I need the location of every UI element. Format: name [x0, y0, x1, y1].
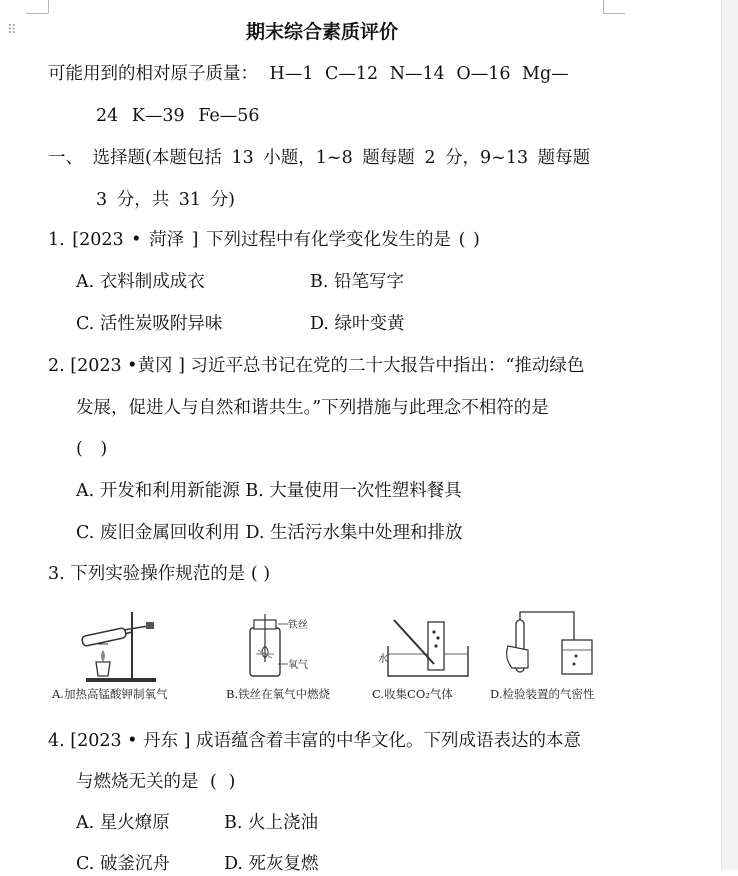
- section-heading: 一、 选择题(本题包括 13 小题，1~8 题每题 2 分，9~13 题每题: [48, 148, 591, 168]
- question-1-option-a: A. 衣料制成成衣: [76, 272, 205, 292]
- water-label: 水: [378, 654, 388, 665]
- question-4-stem: 4. [2023 • 丹东 ] 成语蕴含着丰富的中华文化。下列成语表达的本意: [48, 731, 582, 751]
- figure-d: [490, 606, 608, 701]
- figure-b-caption: B.铁丝在氧气中燃烧: [226, 687, 331, 701]
- crop-mark: [48, 0, 49, 13]
- question-4-option-d: D. 死灰复燃: [224, 854, 319, 874]
- figure-c: [372, 606, 488, 701]
- question-2-options-ab: A. 开发和利用新能源 B. 大量使用一次性塑料餐具: [76, 481, 462, 501]
- figure-a-caption: A.加热高锰酸钾制氧气: [52, 687, 168, 701]
- drag-handle-icon[interactable]: ⠿: [7, 23, 16, 38]
- crop-mark: [603, 0, 604, 13]
- question-3-figures: [48, 606, 628, 710]
- crop-mark: [603, 5, 625, 14]
- question-4-option-a: A. 星火燎原: [76, 813, 170, 833]
- question-1-option-b: B. 铅笔写字: [310, 272, 404, 292]
- figure-d-caption: D.检验装置的气密性: [490, 687, 595, 701]
- iron-wire-burning-illustration: [238, 606, 328, 686]
- question-2-stem: 2. [2023 •黄冈 ] 习近平总书记在党的二十大报告中指出：“推动绿色: [48, 356, 585, 376]
- question-1-option-c: C. 活性炭吸附异味: [76, 314, 223, 334]
- gas-collection-illustration: [378, 606, 488, 686]
- question-4-option-c: C. 破釜沉舟: [76, 854, 170, 874]
- question-2-stem-cont: 发展，促进人与自然和谐共生。”下列措施与此理念不相符的是: [76, 398, 549, 418]
- vertical-scrollbar[interactable]: [721, 0, 738, 870]
- page-title: 期末综合素质评价: [246, 21, 399, 43]
- question-4-option-b: B. 火上浇油: [224, 813, 318, 833]
- section-heading-cont: 3 分，共 31 分): [96, 190, 235, 210]
- figure-a: [48, 606, 178, 701]
- airtightness-check-illustration: [498, 606, 608, 686]
- question-1-option-d: D. 绿叶变黄: [310, 314, 405, 334]
- figure-b: [226, 606, 331, 701]
- atomic-mass-line-cont: 24 K—39 Fe—56: [96, 106, 260, 126]
- question-2-answer-blank: ( ): [76, 439, 108, 459]
- iron-wire-label: 铁丝: [288, 620, 308, 631]
- crop-mark: [26, 5, 48, 14]
- oxygen-label: 氧气: [288, 660, 308, 671]
- question-4-stem-cont: 与燃烧无关的是 ( ): [76, 772, 236, 792]
- atomic-mass-line: 可能用到的相对原子质量： H—1 C—12 N—14 O—16 Mg—: [48, 64, 569, 84]
- figure-c-caption: C.收集CO₂气体: [372, 687, 453, 701]
- heating-apparatus-illustration: [48, 606, 178, 686]
- question-2-options-cd: C. 废旧金属回收利用 D. 生活污水集中处理和排放: [76, 523, 463, 543]
- question-3-stem: 3. 下列实验操作规范的是 ( ): [48, 564, 271, 584]
- question-1-stem: 1. [2023 • 菏泽 ] 下列过程中有化学变化发生的是 ( ): [48, 230, 480, 250]
